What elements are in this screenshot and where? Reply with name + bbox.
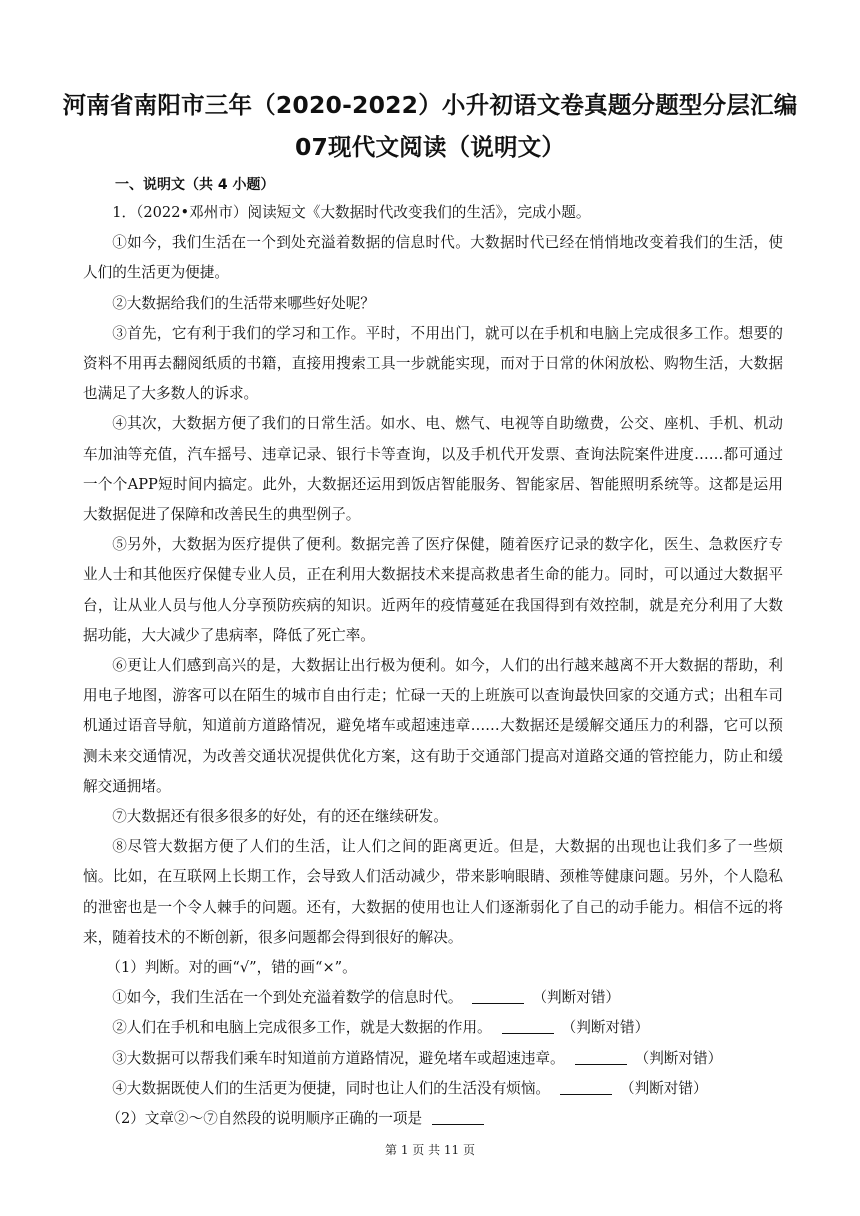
paragraph-7: ⑦大数据还有很多很多的好处，有的还在继续研发。 xyxy=(112,808,448,826)
judgment-item xyxy=(83,983,783,1013)
answer-blank[interactable] xyxy=(560,1078,612,1095)
judgment-hint: （判断对错） xyxy=(561,1019,650,1037)
judgment-text: ③大数据可以帮我们乘车时知道前方道路情况，避免堵车或超速违章。 xyxy=(112,1049,565,1067)
page-footer: 第 1 页 共 11 页 xyxy=(385,1143,475,1157)
paragraph-5: ⑤另外，大数据为医疗提供了便利。数据完善了医疗保健，随着医疗记录的数字化，医生、急救医疗专业人士和其他医疗保健专业人员，正在利用大数据技术来提高救患者生命的能力。同时，可以通过大数据平台，让从业人员与他人分享预防疾病的知识。近两年的疫情蔓延在我国得到有效控制，就是充分利用了大数据功能，大大减少了患病率，降低了死亡率。 xyxy=(83,536,783,644)
paragraph-3: ③首先，它有利于我们的学习和工作。平时，不用出门，就可以在手机和电脑上完成很多工作。想要的资料不用再去翻阅纸质的书籍，直接用搜索工具一步就能实现，而对于日常的休闲放松、购物生活，大数据也满足了大多数人的诉求。 xyxy=(83,324,783,403)
judgment-text: ①如今，我们生活在一个到处充溢着数学的信息时代。 xyxy=(112,989,463,1007)
sub-question-1: （1）判断。对的画“√”，错的画“×”。 xyxy=(106,959,357,977)
answer-blank[interactable] xyxy=(502,1017,554,1034)
sub-question-2-text: （2）文章②～⑦自然段的说明顺序正确的一项是 xyxy=(106,1110,423,1128)
judgment-text: ②人们在手机和电脑上完成很多工作，就是大数据的作用。 xyxy=(112,1019,492,1037)
judgment-item xyxy=(83,1013,783,1043)
paragraph-4: ④其次，大数据方便了我们的日常生活。如水、电、燃气、电视等自助缴费，公交、座机、手机、机动车加油等充值，汽车摇号、违章记录、银行卡等查询，以及手机代开发票、查询法院案件进度……都可通过一个个APP短时间内搞定。此外，大数据还运用到饭店智能服务、智能家居、智能照明系统等。这都是运用大数据促进了保障和改善民生的典型例子。 xyxy=(83,415,783,524)
judgment-item xyxy=(83,1074,783,1104)
section-heading: 一、说明文（共 4 小题） xyxy=(115,177,275,193)
paragraph-2: ②大数据给我们的生活带来哪些好处呢？ xyxy=(112,294,375,312)
judgment-text: ④大数据既使人们的生活更为便捷，同时也让人们的生活没有烦恼。 xyxy=(112,1079,551,1097)
paragraph-6: ⑥更让人们感到高兴的是，大数据让出行极为便利。如今，人们的出行越来越离不开大数据的帮助，利用电子地图，游客可以在陌生的城市自由行走；忙碌一天的上班族可以查询最快回家的交通方式；出租车司机通过语音导航，知道前方道路情况，避免堵车或超速违章……大数据还是缓解交通压力的利器，它可以预测未来交通情况，为改善交通状况提供优化方案，这有助于交通部门提高对道路交通的管控能力，防止和缓解交通拥堵。 xyxy=(83,657,783,795)
sub-question-2 xyxy=(83,1104,783,1134)
judgment-hint: （判断对错） xyxy=(532,989,621,1007)
question-body xyxy=(83,198,783,1134)
answer-blank[interactable] xyxy=(432,1108,484,1125)
answer-blank[interactable] xyxy=(472,987,524,1004)
document-title-line-2: 07现代文阅读（说明文） xyxy=(294,133,566,161)
paragraph-1: ①如今，我们生活在一个到处充溢着数据的信息时代。大数据时代已经在悄悄地改变着我们的生活，使人们的生活更为便捷。 xyxy=(83,234,783,282)
document-title-line-1: 河南省南阳市三年（2020-2022）小升初语文卷真题分题型分层汇编 xyxy=(62,91,798,119)
answer-blank[interactable] xyxy=(575,1048,627,1065)
judgment-hint: （判断对错） xyxy=(634,1049,723,1067)
question-intro: 1．（2022•邓州市）阅读短文《大数据时代改变我们的生活》，完成小题。 xyxy=(112,204,591,221)
judgment-hint: （判断对错） xyxy=(620,1079,708,1097)
paragraph-8: ⑧尽管大数据方便了人们的生活，让人们之间的距离更近。但是，大数据的出现也让我们多了一些烦恼。比如，在互联网上长期工作，会导致人们活动减少，带来影响眼睛、颈椎等健康问题。另外，个人隐私的泄密也是一个令人棘手的问题。还有，大数据的使用也让人们逐渐弱化了自己的动手能力。相信不远的将来，随着技术的不断创新，很多问题都会得到很好的解决。 xyxy=(83,838,783,946)
judgment-item xyxy=(83,1044,783,1074)
